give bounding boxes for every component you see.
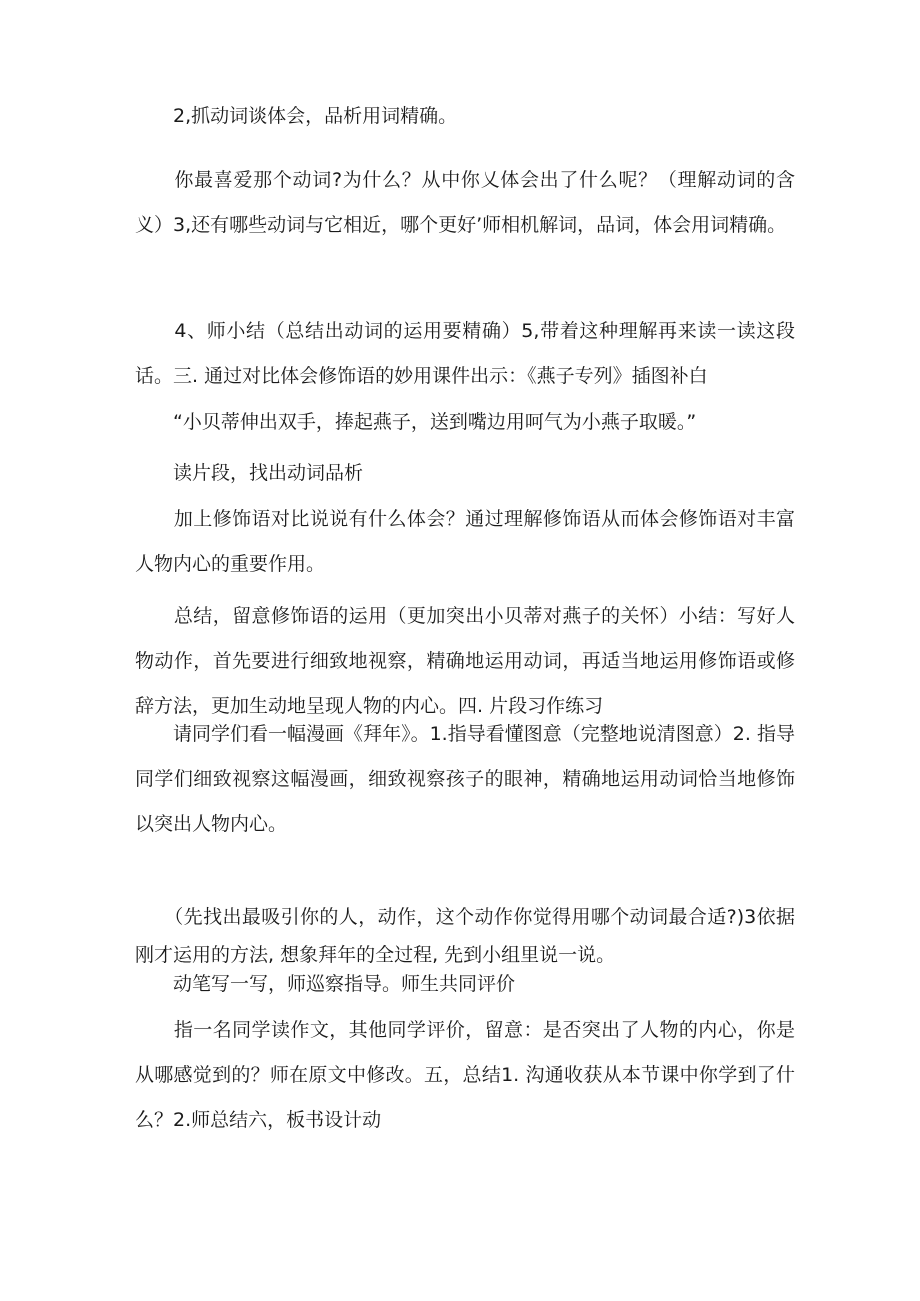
paragraph-5: 读片段，找出动词品析	[135, 462, 364, 484]
paragraph-2: 你最喜爱那个动词?为什么？从中你乂体会出了什么呢？（理解动词的含义）3,还有哪些动词与它相近，哪个更好’师相机解词，品词，体会用词精确。	[135, 169, 795, 236]
paragraph-11: 指一名同学读作文，其他同学评价，留意：是否突出了人物的内心，你是从哪感觉到的？师在原文中修改。五，总结1. 沟通收获从本节课中你学到了什么？2.师总结六，板书设计动	[135, 1019, 795, 1131]
paragraph-1: 2,抓动词谈体会，品析用词精确。	[135, 105, 458, 127]
paragraph-10: 动笔写一写，师巡察指导。师生共同评价	[135, 973, 516, 995]
paragraph-9: （先找出最吸引你的人，动作，这个动作你觉得用哪个动词最合适?)3依据刚才运用的方法, 想象拜年的全过程, 先到小组里说一说。	[135, 906, 795, 966]
paragraph-3: 4、师小结（总结出动词的运用要精确）5,带着这种理解再来读一读这段话。三. 通过对比体会修饰语的妙用课件出示：《燕子专列》插图补白	[135, 320, 795, 387]
paragraph-4: “小贝蒂伸出双手，捧起燕子，送到嘴边用呵气为小燕子取暖。”	[135, 411, 697, 433]
paragraph-6: 加上修饰语对比说说有什么体会？通过理解修饰语从而体会修饰语对丰富人物内心的重要作用。	[135, 508, 795, 575]
paragraph-8: 请同学们看一幅漫画《拜年》。1.指导看懂图意（完整地说清图意）2. 指导同学们细致视察这幅漫画，细致视察孩子的眼神，精确地运用动词恰当地修饰以突出人物内心。	[135, 723, 795, 835]
paragraph-7: 总结，留意修饰语的运用（更加突出小贝蒂对燕子的关怀）小结：写好人物动作，首先要进行细致地视察，精确地运用动词，再适当地运用修饰语或修辞方法，更加生动地呈现人物的内心。四. 片段习作练习	[135, 605, 795, 717]
